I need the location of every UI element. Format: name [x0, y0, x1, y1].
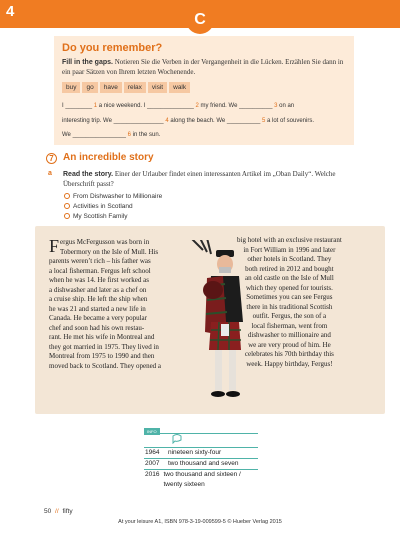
gap-text: on an — [279, 103, 295, 109]
radio-icon[interactable] — [64, 213, 70, 219]
article-line: outfit. Fergus, the son of a — [252, 312, 327, 320]
gap-text: We — [62, 132, 71, 138]
vocab-year: 1964 — [145, 449, 160, 456]
gap-line-2: interesting trip. We _______________ 4 along the beach. We __________ 5 a lot of souvenirs. — [62, 118, 315, 124]
article-line: both retired in 2012 and bought — [245, 264, 334, 273]
vocab-year: 2007 — [145, 460, 160, 467]
radio-icon[interactable] — [64, 193, 70, 199]
verb-list — [62, 82, 190, 93]
verb-chip: walk — [169, 82, 190, 93]
article-line: big hotel with an exclusive restaurant — [237, 236, 342, 244]
gap-number: 3 — [274, 103, 278, 109]
article-line: there in his traditional Scottish — [246, 302, 333, 311]
vocab-header — [144, 429, 258, 447]
article-line: an old castle on the Isle of Mull — [244, 274, 334, 282]
verb-chip: go — [82, 82, 97, 93]
footer-separator: // — [55, 508, 59, 515]
article-line: Montreal from 1975 to 1990 and then — [49, 352, 155, 360]
unit-badge: C — [186, 8, 214, 34]
vocab-row — [144, 447, 258, 458]
remember-title: Do you remember? — [62, 42, 163, 54]
remember-instr-bold: Fill in the gaps. — [62, 59, 113, 66]
article-line: Canada. He became a very popular — [49, 314, 147, 322]
vocab-row — [144, 469, 258, 488]
option-1[interactable] — [64, 193, 162, 200]
article-line: moved back to Scotland. They opened a — [49, 361, 162, 370]
verb-chip: have — [100, 82, 122, 93]
gap-number: 2 — [195, 103, 199, 109]
article-line: celebrates his 70th birthday this — [244, 350, 334, 358]
article-line: rant. He met his wife in Montreal and — [49, 333, 155, 341]
article-line: they got married in 1975. They lived in — [49, 342, 159, 351]
exercise-letter: a — [48, 170, 52, 177]
exercise-instr-bold: Read the story. — [63, 171, 114, 178]
gap-number: 6 — [127, 132, 131, 138]
gap-line-1: I ________ 1 a nice weekend. I ______________ 2 my friend. We __________ 3 on an — [62, 103, 295, 109]
option-label: My Scottish Family — [73, 213, 128, 220]
article-line: a cruise ship. He left the ship when — [49, 295, 148, 303]
article-line: we are very proud of him. He — [248, 340, 331, 349]
footer-page-number — [44, 508, 73, 515]
radio-icon[interactable] — [64, 203, 70, 209]
gap-text: I — [62, 103, 64, 109]
article-dropcap: F — [49, 236, 60, 256]
gap-text: a nice weekend. I — [98, 103, 146, 109]
verb-chip: relax — [124, 82, 146, 93]
vocab-words: two thousand and seven — [168, 460, 239, 467]
article-line: local fisherman, went from — [251, 321, 328, 330]
article-line: Sometimes you can see Fergus — [246, 293, 333, 301]
article-line: a local fisherman. Fergus left school — [49, 266, 151, 275]
gap-text: interesting trip. We — [62, 118, 112, 124]
article-card — [35, 226, 385, 414]
vocab-row — [144, 458, 258, 469]
article-line: week. Happy birthday, Fergus! — [246, 359, 333, 368]
article-line: chef and soon had his own restau- — [49, 323, 145, 332]
exercise-instr-text: Einer der Urlauber findet einen interessanten Artikel im „Oban Daily“. Welche Überschrift passt? — [63, 170, 336, 188]
vocab-tag: INFO — [144, 428, 160, 435]
gap-text: a lot of souvenirs. — [266, 118, 315, 124]
article-line: other hotels in Scotland. They — [247, 255, 332, 263]
footer-page-digits: 50 — [44, 508, 52, 515]
vocab-year: 2016 — [145, 471, 160, 478]
remember-box — [54, 36, 354, 145]
article-line: he was 21 and started a new life in — [49, 304, 146, 313]
verb-chip: buy — [62, 82, 80, 93]
exercise-instructions — [63, 170, 363, 189]
footer-credit: At your leisure A1, ISBN 978-3-19-009599-5 © Hueber Verlag 2015 — [118, 519, 282, 525]
footer-page-word: fifty — [62, 508, 73, 515]
gap-number: 5 — [261, 118, 266, 124]
gap-text: along the beach. We — [170, 118, 226, 124]
article-line: Tobermory on the Isle of Mull. His — [60, 247, 159, 256]
gap-text: my friend. We — [200, 103, 238, 109]
article-line: when he was 14. He first worked as — [49, 276, 149, 284]
article-line: dishwasher to millionaire and — [247, 331, 331, 339]
gap-line-3: We ________________ 6 in the sun. — [62, 132, 161, 138]
exercise-title: An incredible story — [63, 152, 154, 163]
article-line: in Fort William in 1996 and later — [243, 245, 336, 254]
gap-number: 1 — [93, 103, 98, 109]
gap-number: 4 — [165, 118, 169, 124]
exercise-number: 7 — [46, 153, 57, 164]
article-line: which they opened for tourists. — [245, 283, 333, 292]
vocab-box — [144, 429, 258, 488]
remember-instr-text: Notieren Sie die Verben in der Vergangenheit in die Lücken. Erzählen Sie dann in ein paar Sätzen von Ihrem letzten Wochenende. — [62, 58, 344, 76]
article-right-column — [237, 236, 342, 369]
option-2[interactable] — [64, 203, 133, 210]
article-left-column — [49, 238, 161, 371]
article-line: a dishwasher and later as a chef on — [49, 285, 147, 294]
remember-instructions — [62, 58, 352, 77]
option-3[interactable] — [64, 213, 128, 220]
option-label: Activities in Scotland — [73, 203, 133, 210]
page-number-top: 4 — [6, 3, 15, 20]
gap-text: in the sun. — [132, 132, 161, 138]
verb-chip: visit — [148, 82, 167, 93]
vocab-words: nineteen sixty-four — [168, 449, 222, 456]
article-line: ergus McFergusson was born in — [60, 238, 150, 246]
option-label: From Dishwasher to Millionaire — [73, 193, 163, 200]
article-line: parents weren’t rich – his father was — [49, 257, 151, 265]
vocab-words: two thousand and sixteen / twenty sixteen — [163, 471, 241, 488]
speech-bubble-icon — [172, 434, 182, 446]
